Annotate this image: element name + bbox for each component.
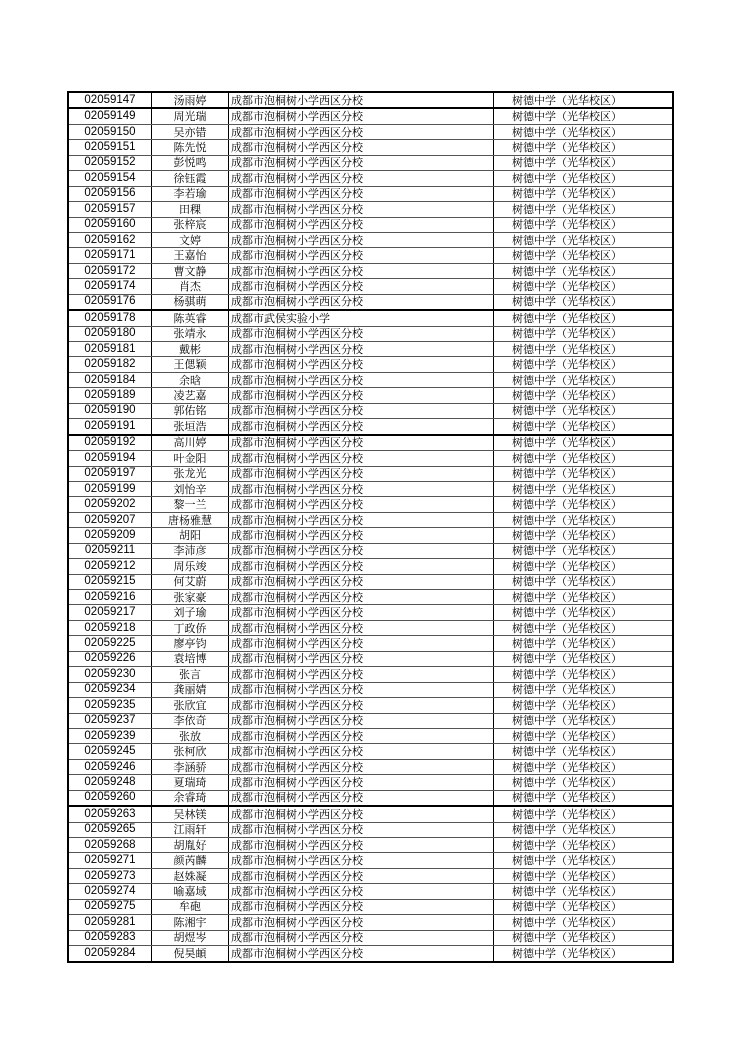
student-id-cell: 02059239 [68,728,152,743]
primary-school-cell: 成都市泡桐树小学西区分校 [229,497,494,512]
table-row [68,590,673,605]
table-row [68,435,673,451]
student-name-cell: 田稞 [152,202,229,217]
student-name-cell: 刘子瑜 [152,605,229,620]
student-name-cell: 夏瑞琦 [152,775,229,790]
primary-school-cell: 成都市泡桐树小学西区分校 [229,403,494,418]
student-name-cell: 龚丽婧 [152,682,229,697]
student-name-cell: 胡煜岑 [152,930,229,945]
primary-school-cell: 成都市泡桐树小学西区分校 [229,435,494,451]
student-id-cell: 02059184 [68,372,152,387]
student-id-cell: 02059230 [68,667,152,682]
student-name-cell: 李沛彦 [152,543,229,558]
admitted-school-cell: 树德中学（光华校区） [494,497,674,512]
admitted-school-cell: 树德中学（光华校区） [494,620,674,635]
admitted-school-cell: 树德中学（光华校区） [494,372,674,387]
table-row [68,620,673,635]
primary-school-cell: 成都市泡桐树小学西区分校 [229,698,494,713]
primary-school-cell: 成都市泡桐树小学西区分校 [229,357,494,372]
admitted-school-cell: 树德中学（光华校区） [494,155,674,170]
student-id-cell: 02059246 [68,759,152,774]
table-row [68,232,673,247]
admitted-school-cell: 树德中学（光华校区） [494,171,674,186]
admitted-school-cell: 树德中学（光华校区） [494,636,674,651]
student-name-cell: 彭悦鸣 [152,155,229,170]
primary-school-cell: 成都市泡桐树小学西区分校 [229,186,494,201]
student-id-cell: 02059197 [68,466,152,481]
table-row [68,186,673,201]
admitted-school-cell: 树德中学（光华校区） [494,605,674,620]
admitted-school-cell: 树德中学（光华校区） [494,574,674,589]
student-id-cell: 02059154 [68,171,152,186]
table-row [68,946,673,962]
primary-school-cell: 成都市泡桐树小学西区分校 [229,217,494,232]
student-name-cell: 肖杰 [152,279,229,294]
admitted-school-cell: 树德中学（光华校区） [494,342,674,357]
student-id-cell: 02059171 [68,248,152,263]
admitted-school-cell: 树德中学（光华校区） [494,124,674,139]
student-id-cell: 02059263 [68,806,152,822]
student-name-cell: 牟砲 [152,899,229,914]
student-name-cell: 倪昊頔 [152,946,229,962]
admitted-school-cell: 树德中学（光华校区） [494,790,674,806]
primary-school-cell: 成都市泡桐树小学西区分校 [229,620,494,635]
admitted-school-cell: 树德中学（光华校区） [494,388,674,403]
student-id-cell: 02059271 [68,853,152,868]
student-id-cell: 02059207 [68,512,152,527]
student-id-cell: 02059226 [68,651,152,666]
table-row [68,543,673,558]
table-row [68,838,673,853]
table-row [68,574,673,589]
admitted-school-cell: 树德中学（光华校区） [494,590,674,605]
student-id-cell: 02059199 [68,481,152,496]
admission-list-table [67,91,674,963]
primary-school-cell: 成都市泡桐树小学西区分校 [229,248,494,263]
table-row [68,481,673,496]
student-id-cell: 02059157 [68,202,152,217]
student-name-cell: 王偲颖 [152,357,229,372]
student-id-cell: 02059151 [68,140,152,155]
student-name-cell: 颜芮麟 [152,853,229,868]
student-name-cell: 张言 [152,667,229,682]
primary-school-cell: 成都市泡桐树小学西区分校 [229,790,494,806]
admitted-school-cell: 树德中学（光华校区） [494,651,674,666]
table-row [68,605,673,620]
student-id-cell: 02059274 [68,884,152,899]
student-name-cell: 何艾蔚 [152,574,229,589]
table-row [68,342,673,357]
student-name-cell: 胡阳 [152,528,229,543]
student-id-cell: 02059190 [68,403,152,418]
primary-school-cell: 成都市泡桐树小学西区分校 [229,930,494,945]
student-name-cell: 张靖永 [152,326,229,341]
student-name-cell: 张梓宸 [152,217,229,232]
table-row [68,698,673,713]
table-row [68,512,673,527]
student-name-cell: 李涵骄 [152,759,229,774]
primary-school-cell: 成都市泡桐树小学西区分校 [229,838,494,853]
student-id-cell: 02059192 [68,435,152,451]
student-name-cell: 李依奇 [152,713,229,728]
student-id-cell: 02059147 [68,92,152,108]
primary-school-cell: 成都市泡桐树小学西区分校 [229,559,494,574]
primary-school-cell: 成都市泡桐树小学西区分校 [229,667,494,682]
primary-school-cell: 成都市泡桐树小学西区分校 [229,744,494,759]
student-id-cell: 02059218 [68,620,152,635]
student-name-cell: 黎一兰 [152,497,229,512]
table-row [68,884,673,899]
primary-school-cell: 成都市泡桐树小学西区分校 [229,713,494,728]
admitted-school-cell: 树德中学（光华校区） [494,310,674,326]
table-row [68,171,673,186]
student-id-cell: 02059217 [68,605,152,620]
primary-school-cell: 成都市泡桐树小学西区分校 [229,884,494,899]
primary-school-cell: 成都市泡桐树小学西区分校 [229,822,494,837]
primary-school-cell: 成都市泡桐树小学西区分校 [229,868,494,883]
student-name-cell: 廖亭钧 [152,636,229,651]
student-name-cell: 江雨轩 [152,822,229,837]
primary-school-cell: 成都市泡桐树小学西区分校 [229,171,494,186]
admitted-school-cell: 树德中学（光华校区） [494,481,674,496]
primary-school-cell: 成都市泡桐树小学西区分校 [229,481,494,496]
table-row [68,775,673,790]
admitted-school-cell: 树德中学（光华校区） [494,559,674,574]
admitted-school-cell: 树德中学（光华校区） [494,698,674,713]
admitted-school-cell: 树德中学（光华校区） [494,822,674,837]
table-row [68,279,673,294]
admitted-school-cell: 树德中学（光华校区） [494,884,674,899]
admitted-school-cell: 树德中学（光华校区） [494,92,674,108]
table-row [68,930,673,945]
table-row [68,728,673,743]
admitted-school-cell: 树德中学（光华校区） [494,186,674,201]
student-id-cell: 02059150 [68,124,152,139]
admitted-school-cell: 树德中学（光华校区） [494,294,674,310]
table-row [68,759,673,774]
student-name-cell: 刘怡辛 [152,481,229,496]
student-name-cell: 王嘉怡 [152,248,229,263]
table-row [68,263,673,278]
student-name-cell: 郭佑铭 [152,403,229,418]
student-name-cell: 戴彬 [152,342,229,357]
admitted-school-cell: 树德中学（光华校区） [494,528,674,543]
table-row [68,636,673,651]
student-name-cell: 喻嘉域 [152,884,229,899]
student-id-cell: 02059149 [68,108,152,124]
table-row [68,419,673,435]
student-name-cell: 曹文静 [152,263,229,278]
primary-school-cell: 成都市泡桐树小学西区分校 [229,466,494,481]
student-name-cell: 张家豪 [152,590,229,605]
student-name-cell: 袁培博 [152,651,229,666]
student-name-cell: 文婷 [152,232,229,247]
student-id-cell: 02059162 [68,232,152,247]
student-name-cell: 凌艺嘉 [152,388,229,403]
student-id-cell: 02059260 [68,790,152,806]
admitted-school-cell: 树德中学（光华校区） [494,915,674,930]
admitted-school-cell: 树德中学（光华校区） [494,543,674,558]
admitted-school-cell: 树德中学（光华校区） [494,806,674,822]
primary-school-cell: 成都市泡桐树小学西区分校 [229,342,494,357]
table-row [68,667,673,682]
student-name-cell: 吴林镁 [152,806,229,822]
table-row [68,744,673,759]
student-name-cell: 徐钰霞 [152,171,229,186]
primary-school-cell: 成都市泡桐树小学西区分校 [229,326,494,341]
table-row [68,372,673,387]
student-name-cell: 李若瑜 [152,186,229,201]
student-name-cell: 周乐竣 [152,559,229,574]
student-id-cell: 02059176 [68,294,152,310]
admitted-school-cell: 树德中学（光华校区） [494,419,674,435]
student-name-cell: 叶金阳 [152,451,229,466]
student-id-cell: 02059215 [68,574,152,589]
primary-school-cell: 成都市泡桐树小学西区分校 [229,512,494,527]
student-name-cell: 汤雨婷 [152,92,229,108]
primary-school-cell: 成都市泡桐树小学西区分校 [229,140,494,155]
student-id-cell: 02059225 [68,636,152,651]
table-row [68,528,673,543]
primary-school-cell: 成都市泡桐树小学西区分校 [229,294,494,310]
student-name-cell: 吴亦错 [152,124,229,139]
student-id-cell: 02059234 [68,682,152,697]
student-name-cell: 唐杨雅慧 [152,512,229,527]
student-id-cell: 02059268 [68,838,152,853]
primary-school-cell: 成都市泡桐树小学西区分校 [229,528,494,543]
admitted-school-cell: 树德中学（光华校区） [494,466,674,481]
primary-school-cell: 成都市泡桐树小学西区分校 [229,728,494,743]
table-row [68,124,673,139]
table-row [68,790,673,806]
admitted-school-cell: 树德中学（光华校区） [494,868,674,883]
table-row [68,202,673,217]
student-id-cell: 02059281 [68,915,152,930]
admitted-school-cell: 树德中学（光华校区） [494,759,674,774]
student-id-cell: 02059152 [68,155,152,170]
admitted-school-cell: 树德中学（光华校区） [494,108,674,124]
table-row [68,217,673,232]
table-row [68,326,673,341]
student-id-cell: 02059160 [68,217,152,232]
student-name-cell: 丁政侨 [152,620,229,635]
table-row [68,357,673,372]
student-name-cell: 周光瑞 [152,108,229,124]
primary-school-cell: 成都市泡桐树小学西区分校 [229,574,494,589]
table-row [68,822,673,837]
primary-school-cell: 成都市泡桐树小学西区分校 [229,682,494,697]
table-row [68,713,673,728]
table-row [68,92,673,108]
table-row [68,868,673,883]
primary-school-cell: 成都市泡桐树小学西区分校 [229,543,494,558]
admitted-school-cell: 树德中学（光华校区） [494,202,674,217]
student-id-cell: 02059273 [68,868,152,883]
table-row [68,806,673,822]
student-id-cell: 02059181 [68,342,152,357]
admitted-school-cell: 树德中学（光华校区） [494,899,674,914]
table-row [68,155,673,170]
admitted-school-cell: 树德中学（光华校区） [494,217,674,232]
table-row [68,682,673,697]
admitted-school-cell: 树德中学（光华校区） [494,435,674,451]
student-id-cell: 02059248 [68,775,152,790]
primary-school-cell: 成都市泡桐树小学西区分校 [229,124,494,139]
table-row [68,899,673,914]
table-row [68,466,673,481]
student-id-cell: 02059245 [68,744,152,759]
primary-school-cell: 成都市泡桐树小学西区分校 [229,451,494,466]
primary-school-cell: 成都市泡桐树小学西区分校 [229,202,494,217]
student-name-cell: 杨骐萌 [152,294,229,310]
primary-school-cell: 成都市泡桐树小学西区分校 [229,775,494,790]
student-name-cell: 张柯欣 [152,744,229,759]
primary-school-cell: 成都市泡桐树小学西区分校 [229,590,494,605]
student-id-cell: 02059180 [68,326,152,341]
student-name-cell: 陈湘宇 [152,915,229,930]
student-id-cell: 02059212 [68,559,152,574]
student-id-cell: 02059283 [68,930,152,945]
table-row [68,248,673,263]
student-id-cell: 02059202 [68,497,152,512]
student-id-cell: 02059174 [68,279,152,294]
primary-school-cell: 成都市泡桐树小学西区分校 [229,915,494,930]
student-id-cell: 02059237 [68,713,152,728]
admitted-school-cell: 树德中学（光华校区） [494,403,674,418]
primary-school-cell: 成都市泡桐树小学西区分校 [229,279,494,294]
admitted-school-cell: 树德中学（光华校区） [494,713,674,728]
admitted-school-cell: 树德中学（光华校区） [494,682,674,697]
student-id-cell: 02059235 [68,698,152,713]
admitted-school-cell: 树德中学（光华校区） [494,744,674,759]
primary-school-cell: 成都市泡桐树小学西区分校 [229,92,494,108]
student-name-cell: 余晗 [152,372,229,387]
table-row [68,915,673,930]
primary-school-cell: 成都市泡桐树小学西区分校 [229,419,494,435]
table-row [68,451,673,466]
table-row [68,403,673,418]
student-name-cell: 赵姝凝 [152,868,229,883]
admitted-school-cell: 树德中学（光华校区） [494,930,674,945]
admitted-school-cell: 树德中学（光华校区） [494,838,674,853]
primary-school-cell: 成都市泡桐树小学西区分校 [229,605,494,620]
student-name-cell: 陈英睿 [152,310,229,326]
primary-school-cell: 成都市泡桐树小学西区分校 [229,263,494,278]
table-row [68,294,673,310]
admitted-school-cell: 树德中学（光华校区） [494,775,674,790]
table-row [68,651,673,666]
student-id-cell: 02059265 [68,822,152,837]
student-id-cell: 02059172 [68,263,152,278]
table-row [68,559,673,574]
primary-school-cell: 成都市泡桐树小学西区分校 [229,651,494,666]
primary-school-cell: 成都市泡桐树小学西区分校 [229,155,494,170]
primary-school-cell: 成都市泡桐树小学西区分校 [229,388,494,403]
admitted-school-cell: 树德中学（光华校区） [494,140,674,155]
student-id-cell: 02059178 [68,310,152,326]
student-id-cell: 02059211 [68,543,152,558]
student-name-cell: 张龙光 [152,466,229,481]
primary-school-cell: 成都市泡桐树小学西区分校 [229,636,494,651]
primary-school-cell: 成都市泡桐树小学西区分校 [229,108,494,124]
admitted-school-cell: 树德中学（光华校区） [494,512,674,527]
primary-school-cell: 成都市泡桐树小学西区分校 [229,232,494,247]
admitted-school-cell: 树德中学（光华校区） [494,248,674,263]
admitted-school-cell: 树德中学（光华校区） [494,667,674,682]
admitted-school-cell: 树德中学（光华校区） [494,279,674,294]
student-name-cell: 张放 [152,728,229,743]
student-id-cell: 02059194 [68,451,152,466]
table-row [68,140,673,155]
table-row [68,108,673,124]
admitted-school-cell: 树德中学（光华校区） [494,232,674,247]
admitted-school-cell: 树德中学（光华校区） [494,326,674,341]
primary-school-cell: 成都市泡桐树小学西区分校 [229,899,494,914]
student-id-cell: 02059156 [68,186,152,201]
student-id-cell: 02059189 [68,388,152,403]
student-id-cell: 02059284 [68,946,152,962]
student-id-cell: 02059216 [68,590,152,605]
student-name-cell: 高川婷 [152,435,229,451]
primary-school-cell: 成都市泡桐树小学西区分校 [229,759,494,774]
admitted-school-cell: 树德中学（光华校区） [494,263,674,278]
student-name-cell: 胡胤好 [152,838,229,853]
primary-school-cell: 成都市泡桐树小学西区分校 [229,946,494,962]
admitted-school-cell: 树德中学（光华校区） [494,853,674,868]
admitted-school-cell: 树德中学（光华校区） [494,946,674,962]
table-body [68,92,673,962]
admitted-school-cell: 树德中学（光华校区） [494,728,674,743]
student-name-cell: 陈先悦 [152,140,229,155]
table-row [68,497,673,512]
admitted-school-cell: 树德中学（光华校区） [494,451,674,466]
student-name-cell: 张欣宜 [152,698,229,713]
student-id-cell: 02059275 [68,899,152,914]
student-name-cell: 张垣浩 [152,419,229,435]
table-row [68,310,673,326]
admitted-school-cell: 树德中学（光华校区） [494,357,674,372]
table-row [68,853,673,868]
primary-school-cell: 成都市武侯实验小学 [229,310,494,326]
primary-school-cell: 成都市泡桐树小学西区分校 [229,806,494,822]
student-id-cell: 02059182 [68,357,152,372]
student-name-cell: 余睿琦 [152,790,229,806]
student-id-cell: 02059191 [68,419,152,435]
student-id-cell: 02059209 [68,528,152,543]
primary-school-cell: 成都市泡桐树小学西区分校 [229,372,494,387]
primary-school-cell: 成都市泡桐树小学西区分校 [229,853,494,868]
table-row [68,388,673,403]
